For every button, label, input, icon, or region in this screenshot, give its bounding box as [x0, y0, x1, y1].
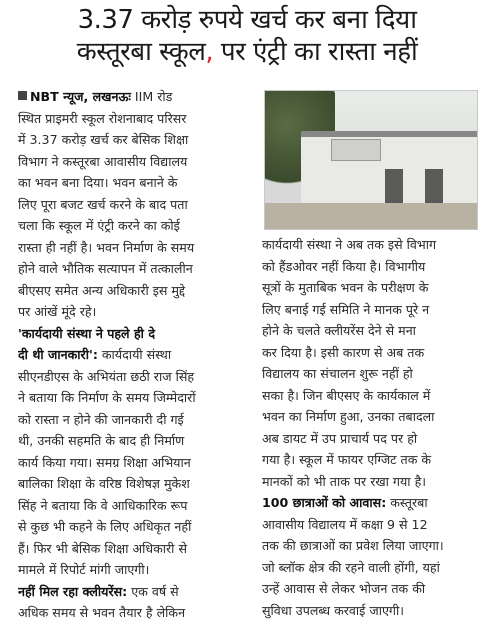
body-line: लिए पूरा बजट खर्च करने के बाद पता: [18, 196, 188, 212]
body-line: लिए बनाई गई समिति ने मानक पूरे न: [262, 301, 430, 317]
body-line: अधिक समय से भवन तैयार है लेकिन: [18, 605, 186, 620]
body-line: सिंह ने बताया कि वे आधिकारिक रूप: [18, 497, 188, 513]
body-line: होने वाले भौतिक सत्यापन में तत्कालीन: [18, 261, 193, 276]
body-line: चला कि स्कूल में एंट्री करने का कोई: [18, 218, 180, 233]
body-line: IIM रोड: [134, 89, 173, 104]
body-line: कार्य किया गया। समग्र शिक्षा अभियान: [18, 454, 191, 470]
subhead-continuation: कार्यदायी संस्था: [97, 347, 172, 362]
photo-door: [425, 169, 443, 203]
subhead-text: नहीं मिल रहा क्लीयरेंस:: [18, 583, 128, 599]
body-line: को हैंडओवर नहीं किया है। विभागीय: [262, 258, 426, 274]
body-line: गया है। स्कूल में फायर एग्जिट तक के: [262, 452, 432, 467]
body-line: थी, उनकी सहमति के बाद ही निर्माण: [18, 433, 185, 448]
body-line: कर दिया है। इसी कारण से अब तक: [262, 344, 425, 360]
body-line: तक की छात्राओं का प्रवेश लिया जाएगा।: [262, 538, 444, 553]
headline-part-1: कस्तूरबा स्कूल: [76, 37, 206, 67]
right-column: [262, 234, 484, 621]
photo-ground: [265, 203, 477, 229]
bullet-square-icon: [18, 91, 27, 100]
school-building-photo: [264, 90, 478, 230]
body-line: विद्यालय का संचालन शुरू नहीं हो: [262, 366, 413, 381]
subhead-text: 100 छात्राओं को आवास:: [262, 495, 387, 510]
body-line: सुविधा उपलब्ध करवाई जाएगी।: [262, 602, 405, 618]
headline-line-2: [0, 36, 494, 68]
byline-line: [18, 86, 248, 108]
body-line: आवासीय विद्यालय में कक्षा 9 से 12: [262, 516, 428, 532]
left-column: [18, 86, 248, 624]
headline-part-2: पर एंट्री का रास्ता नहीं: [213, 37, 418, 67]
subhead-text: दी थी जानकारी':: [18, 347, 98, 362]
body-line: का भवन बना दिया। भवन बनाने के: [18, 175, 178, 190]
body-line: उन्हें आवास से लेकर भोजन तक की: [262, 581, 426, 596]
body-line: [18, 366, 248, 388]
body-text: के अभियंता छठी राज सिंह: [73, 368, 195, 384]
body-line: सूत्रों के मुताबिक भवन के परीक्षण के: [262, 280, 429, 295]
subhead-continuation: एक वर्ष से: [127, 583, 179, 599]
body-line: विभाग ने कस्तूरबा आवासीय विद्यालय: [18, 153, 188, 169]
body-line: भवन का निर्माण हुआ, उनका तबादला: [262, 409, 435, 424]
photo-door: [385, 169, 403, 203]
body-line: ने बताया कि निर्माण के समय जिम्मेदारों: [18, 390, 196, 405]
byline: NBT न्यूज, लखनऊः: [30, 89, 131, 104]
headline-comma: ,: [205, 37, 214, 67]
body-line: को रास्ता न होने की जानकारी दी गई: [18, 411, 184, 427]
body-line: मामले में रिपोर्ट मांगी जाएगी।: [18, 562, 150, 577]
subhead-line: [18, 344, 248, 366]
photo-signboard: [331, 139, 381, 161]
body-line: रास्ता ही नहीं है। भवन निर्माण के समय: [18, 239, 195, 255]
subhead-line: [18, 581, 248, 603]
body-line: होने के चलते क्लीयरेंस देने से मना: [262, 323, 416, 338]
headline: [0, 4, 494, 68]
body-line: अब डायट में उप प्राचार्य पद पर हो: [262, 430, 418, 446]
body-line: बीएसए समेत अन्य अधिकारी इस मुद्दे: [18, 282, 186, 298]
body-line: कार्यदायी संस्था ने अब तक इसे विभाग: [262, 237, 437, 252]
body-line: जो ब्लॉक क्षेत्र की रहने वाली होंगी, यहां: [262, 559, 440, 575]
subhead-line: [262, 492, 484, 514]
body-line: में 3.37 करोड़ खर्च कर बेसिक शिक्षा: [18, 132, 189, 147]
body-line: सका है। जिन बीएसए के कार्यकाल में: [262, 387, 431, 403]
body-line: हैं। फिर भी बेसिक शिक्षा अधिकारी से: [18, 540, 187, 556]
body-line: पर आंखें मूंदे रहे।: [18, 304, 97, 319]
subhead-line: 'कार्यदायी संस्था ने पहले ही दे: [18, 325, 156, 341]
headline-line-1: 3.37 करोड़ रुपये खर्च कर बना दिया: [77, 5, 417, 35]
body-line: स्थित प्राइमरी स्कूल रोशनाबाद परिसर: [18, 110, 187, 126]
body-line: बालिका शिक्षा के वरिष्ठ विशेषज्ञ मुकेश: [18, 476, 190, 491]
body-line: मानकों को भी ताक पर रखा गया है।: [262, 473, 427, 489]
body-line: से कुछ भी कहने के लिए अधिकृत नहीं: [18, 519, 192, 534]
body-text: सीएनडीएस: [18, 368, 70, 384]
subhead-continuation: कस्तूरबा: [386, 495, 428, 510]
